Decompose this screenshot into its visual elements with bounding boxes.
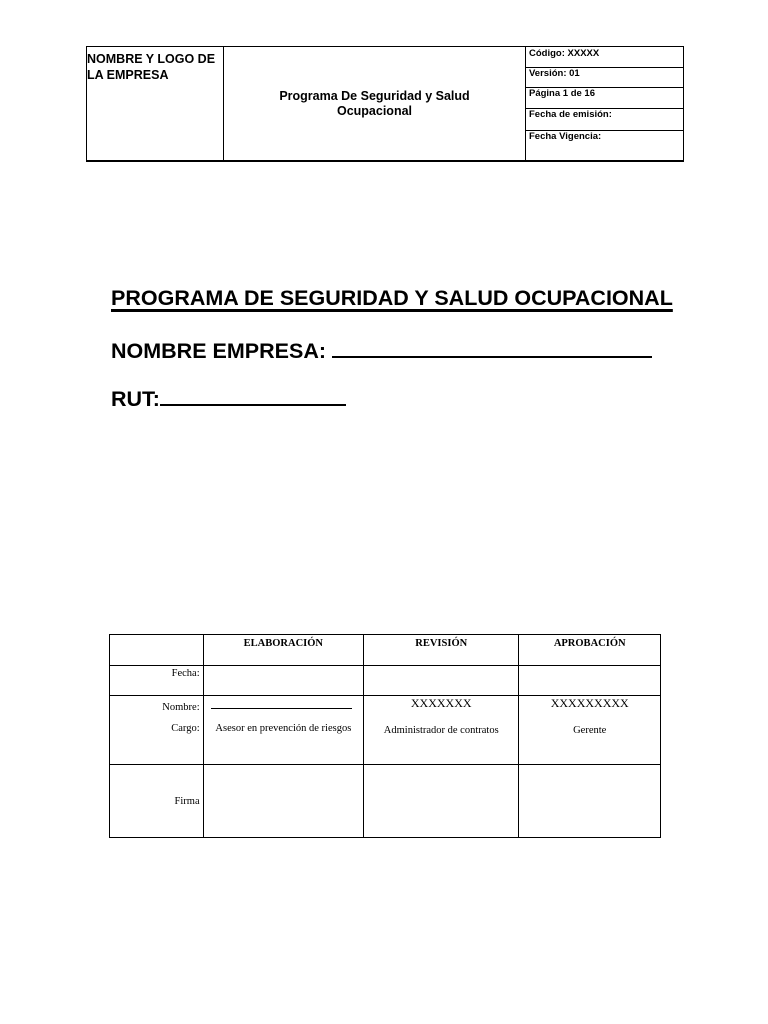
company-name-blank[interactable] bbox=[332, 336, 652, 358]
column-aprobacion: APROBACIÓN bbox=[519, 635, 661, 666]
row-labels-nombre-cargo bbox=[110, 696, 204, 765]
firma-elaboracion-cell[interactable] bbox=[203, 765, 363, 838]
document-header bbox=[86, 46, 684, 162]
fecha-elaboracion-cell[interactable] bbox=[203, 666, 363, 696]
revision-cargo: Administrador de contratos bbox=[383, 725, 499, 736]
company-name-label: NOMBRE EMPRESA: bbox=[111, 339, 327, 363]
revision-details bbox=[364, 696, 519, 765]
rut-label: RUT: bbox=[111, 387, 160, 411]
meta-version: Versión: 01 bbox=[526, 68, 683, 88]
rut-blank[interactable] bbox=[160, 384, 346, 406]
header-meta bbox=[526, 47, 683, 160]
row-label-nombre: Nombre: bbox=[162, 702, 200, 713]
meta-pagina: Página 1 de 16 bbox=[526, 88, 683, 109]
elaboracion-name-line[interactable] bbox=[211, 708, 352, 709]
company-logo-placeholder: NOMBRE Y LOGO DE LA EMPRESA bbox=[87, 47, 224, 160]
aprobacion-details bbox=[519, 696, 661, 765]
row-label-firma: Firma bbox=[110, 765, 204, 838]
elaboracion-cargo: Asesor en prevención de riesgos bbox=[215, 723, 352, 734]
elaboracion-details bbox=[203, 696, 363, 765]
fecha-revision-cell[interactable] bbox=[364, 666, 519, 696]
firma-aprobacion-cell[interactable] bbox=[519, 765, 661, 838]
row-label-cargo: Cargo: bbox=[171, 723, 200, 734]
revision-nombre: XXXXXXX bbox=[410, 696, 472, 710]
aprobacion-nombre: XXXXXXXXX bbox=[550, 696, 629, 710]
meta-fecha-emision: Fecha de emisión: bbox=[526, 109, 683, 131]
firma-revision-cell[interactable] bbox=[364, 765, 519, 838]
header-title: Programa De Seguridad y Salud Ocupacional bbox=[224, 47, 526, 160]
column-elaboracion: ELABORACIÓN bbox=[203, 635, 363, 666]
row-label-fecha: Fecha: bbox=[110, 666, 204, 696]
company-name-field bbox=[111, 336, 652, 364]
corner-cell bbox=[110, 635, 204, 666]
meta-codigo: Código: XXXXX bbox=[526, 47, 683, 68]
aprobacion-cargo: Gerente bbox=[573, 725, 607, 736]
meta-fecha-vigencia: Fecha Vigencia: bbox=[529, 131, 602, 142]
column-revision: REVISIÓN bbox=[364, 635, 519, 666]
fecha-aprobacion-cell[interactable] bbox=[519, 666, 661, 696]
rut-field bbox=[111, 384, 346, 412]
approval-table bbox=[109, 634, 661, 838]
cover-title: PROGRAMA DE SEGURIDAD Y SALUD OCUPACIONAL bbox=[111, 286, 673, 310]
